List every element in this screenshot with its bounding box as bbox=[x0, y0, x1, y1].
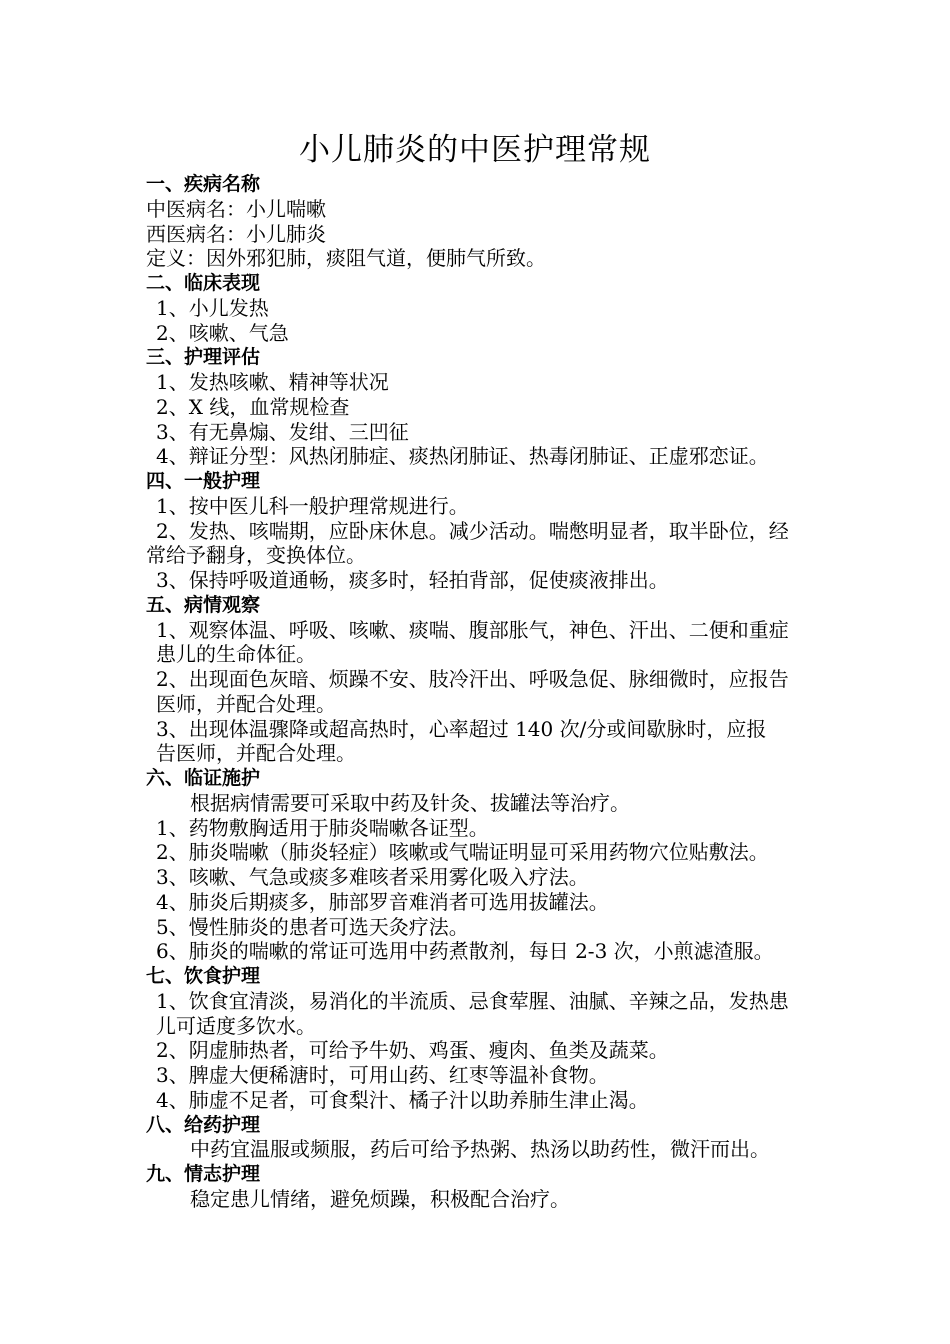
list-item: 1、小儿发热 bbox=[156, 295, 269, 320]
list-item: 1、饮食宜清淡，易消化的半流质、忌食荤腥、油腻、辛辣之品，发热患 bbox=[156, 988, 789, 1013]
list-item: 1、发热咳嗽、精神等状况 bbox=[156, 370, 389, 394]
list-item: 4、辩证分型：风热闭肺症、痰热闭肺证、热毒闭肺证、正虚邪恋证。 bbox=[156, 444, 769, 469]
list-item: 3、脾虚大便稀溏时，可用山药、红枣等温补食物。 bbox=[156, 1063, 609, 1087]
list-item: 4、肺炎后期痰多，肺部罗音难消者可选用拔罐法。 bbox=[156, 889, 609, 914]
list-item-continuation: 常给予翻身，变换体位。 bbox=[146, 543, 366, 568]
section-heading: 七、饮食护理 bbox=[146, 965, 261, 987]
list-item: 6、肺炎的喘嗽的常证可选用中药煮散剂，每日 2-3 次，小煎滤渣服。 bbox=[156, 939, 774, 964]
list-item: 3、出现体温骤降或超高热时，心率超过 140 次/分或间歇脉时，应报 bbox=[156, 716, 767, 741]
list-item: 3、保持呼吸道通畅，痰多时，轻拍背部，促使痰液排出。 bbox=[156, 568, 669, 592]
list-item: 1、药物敷胸适用于肺炎喘嗽各证型。 bbox=[156, 815, 489, 840]
section-paragraph: 中药宜温服或频服，药后可给予热粥、热汤以助药性，微汗而出。 bbox=[190, 1137, 770, 1162]
wm-disease-name: 西医病名：小儿肺炎 bbox=[146, 221, 326, 246]
section-heading: 八、给药护理 bbox=[146, 1113, 261, 1136]
list-item: 3、有无鼻煽、发绀、三凹征 bbox=[156, 419, 409, 444]
section-heading: 五、病情观察 bbox=[146, 593, 261, 616]
list-item-continuation: 患儿的生命体征。 bbox=[156, 642, 316, 667]
section-heading: 一、疾病名称 bbox=[146, 173, 261, 195]
list-item: 2、肺炎喘嗽（肺炎轻症）咳嗽或气喘证明显可采用药物穴位贴敷法。 bbox=[156, 840, 769, 865]
definition: 定义：因外邪犯肺，痰阻气道，便肺气所致。 bbox=[146, 246, 546, 271]
document-body bbox=[146, 172, 811, 1212]
list-item: 4、肺虚不足者，可食梨汁、橘子汁以助养肺生津止渴。 bbox=[156, 1087, 649, 1112]
section-heading: 二、临床表现 bbox=[146, 272, 261, 294]
section-heading: 四、一般护理 bbox=[146, 470, 261, 492]
list-item: 5、慢性肺炎的患者可选天灸疗法。 bbox=[156, 914, 469, 939]
list-item-continuation: 告医师，并配合处理。 bbox=[156, 741, 356, 766]
list-item: 3、咳嗽、气急或痰多难咳者采用雾化吸入疗法。 bbox=[156, 865, 589, 889]
list-item: 2、X 线，血常规检查 bbox=[156, 394, 350, 419]
section-heading: 六、临证施护 bbox=[146, 767, 261, 789]
list-item: 2、发热、咳喘期，应卧床休息。减少活动。喘憋明显者，取半卧位，经 bbox=[156, 518, 789, 543]
list-item: 1、按中医儿科一般护理常规进行。 bbox=[156, 493, 469, 518]
list-item: 2、阴虚肺热者，可给予牛奶、鸡蛋、瘦肉、鱼类及蔬菜。 bbox=[156, 1038, 669, 1063]
section-intro: 根据病情需要可采取中药及针灸、拔罐法等治疗。 bbox=[190, 790, 630, 815]
tcm-disease-name: 中医病名：小儿喘嗽 bbox=[146, 196, 326, 221]
list-item: 2、咳嗽、气急 bbox=[156, 320, 289, 345]
list-item-continuation: 医师，并配合处理。 bbox=[156, 691, 336, 716]
section-heading: 三、护理评估 bbox=[146, 346, 261, 369]
section-heading: 九、情志护理 bbox=[146, 1163, 261, 1185]
list-item: 2、出现面色灰暗、烦躁不安、肢冷汗出、呼吸急促、脉细微时，应报告 bbox=[156, 667, 789, 691]
list-item: 1、观察体温、呼吸、咳嗽、痰喘、腹部胀气，神色、汗出、二便和重症 bbox=[156, 617, 789, 642]
document-title: 小儿肺炎的中医护理常规 bbox=[299, 132, 651, 168]
section-paragraph: 稳定患儿情绪，避免烦躁，积极配合治疗。 bbox=[190, 1186, 570, 1211]
list-item-continuation: 儿可适度多饮水。 bbox=[156, 1013, 316, 1038]
